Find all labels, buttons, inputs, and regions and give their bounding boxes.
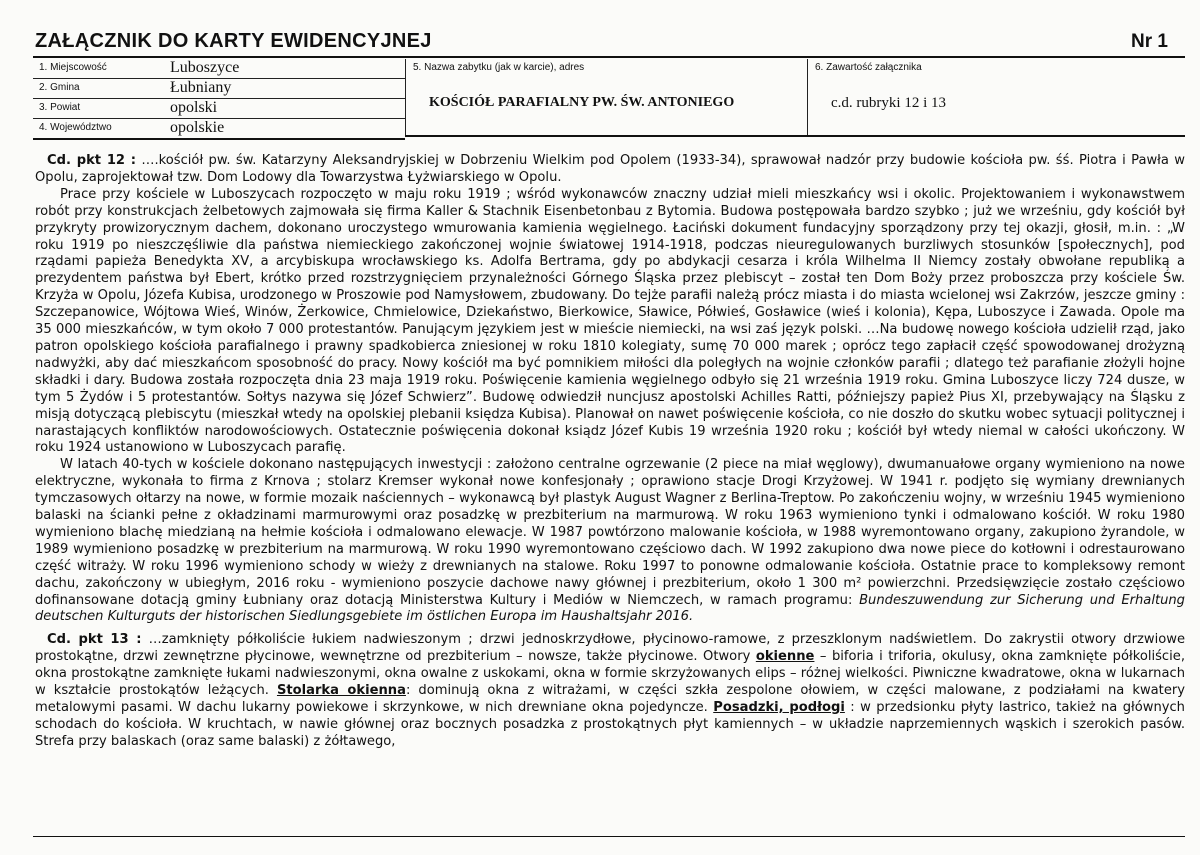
field-county: [33, 99, 405, 119]
field-value: opolskie: [170, 119, 225, 136]
attachment-content-cell: [807, 59, 1185, 137]
paragraph-text: …zamknięty półkoliście łukiem nadwieszonym ; drzwi jednoskrzydłowe, płycinowo-ramowe, z przeszklonym nadświetlem. Do zakrystii otwory drzwiowe prostokątne, drzwi zewnętrzne płycinowe, wewnętrzne od prezbiterium – nowsze, także płycinowe. Otwory: [35, 632, 1186, 665]
page-title: ZAŁĄCZNIK DO KARTY EWIDENCYJNEJ: [35, 30, 432, 52]
document-body: [35, 153, 1185, 751]
section-lead: Cd. pkt 13 :: [47, 632, 142, 648]
heading-floors: Posadzki, podłogi: [713, 700, 845, 715]
field-label: 2. Gmina: [39, 82, 80, 93]
field-label: 3. Powiat: [39, 102, 81, 113]
paragraph-text: W latach 40-tych w kościele dokonano następujących inwestycji : założono centralne ogrzewanie (2 piece na miał węglowy), dwumanuałowe organy wymieniono na nowe elektryczne, wykonała to firma z Krnova ; stolarz Kremser wykonał nowe konfesjonały ; oprawiono stacje Drogi Krzyżowej. W 1941 r. podjęto się wymiany drewnianych tymczasowych ołtarzy na nowe, w formie mozaik naściennych – wykonawcą był plastyk August Wagner z Berlina-Treptow. Po zakończeniu wojny, w wrześniu 1945 wymieniono balaski na ścianki pełne z okładzinami marmurowymi oraz posadzkę w prezbiterium na marmurową. W roku 1963 wymieniono tynki i odmalowano kościół. W roku 1980 wymieniono blachę miedzianą na hełmie kościoła i odmalowano elewacje. W 1987 powtórzono malowanie kościoła, w 1988 wyremontowano organy, zakupiono żyrandole, w 1989 wymieniono posadzkę w prezbiterium na marmurową. W roku 1990 wyremontowano częściowo dach. W 1992 zakupiono dwa nowe piece do kotłowni i odrestaurowano część witraży. W roku 1996 wymieniono schody w wieży z drewnianych na stalowe. Roku 1997 to ponowne odmalowanie kościoła. Ostatnie prace to kompleksowy remont dachu, zakończony w ubiegłym, 2016 roku - wymieniono poszycie dachowe nawy głównej i prezbiterium, około 1 300 m² powierzchni. Przedsięwzięcie zostało częściowo dofinansowane dotacją gminy Łubniany oraz dotacją Ministerstwa Kultury i Mediów w Niemczech, w ramach programu:: [35, 457, 1185, 608]
footer-divider: [33, 836, 1185, 837]
content-value: c.d. rubryki 12 i 13: [831, 95, 946, 111]
location-fields: [33, 59, 406, 135]
metadata-table: [33, 59, 1185, 137]
field-value: Luboszyce: [170, 59, 240, 76]
field-label: 4. Województwo: [39, 122, 112, 133]
header-divider: [33, 56, 1185, 58]
paragraph-construction-history: Prace przy kościele w Luboszycach rozpoczęto w maju roku 1919 ; wśród wykonawców znaczny udział mieli mieszkańcy wsi i okolic. Projektowaniem i wykonawstwem robót przy konstrukcjach żelbetowych zajmowała się firma Kaller & Stachnik Eisenbetonbau z Bytomia. Budowa postępowała bardzo szybko ; już we wrześniu, gdy kościół był przykryty prowizorycznym dachem, dokonano uroczystego wmurowania kamienia węgielnego. Łaciński dokument fundacyjny sporządzony przy tej okazji, głosił, m.in. : „W roku 1919 po nieszczęśliwie dla państwa niemieckiego zakończonej wojnie światowej 1914-1918, podczas nieuregulowanych burzliwych stosunków [społecznych], pod rządami papieża Benedykta XV, a arcybiskupa wrocławskiego ks. Adolfa Bertrama, gdy po abdykacji cesarza i króla Wilhelma II Niemcy zostały obwołane republiką a prezydentem państwa był Ebert, krótko przed rozstrzygnięciem przynależności Górnego Śląska przez plebiscyt – został ten Dom Boży przez proboszcza przy kościele Św. Krzyża w Opolu, Józefa Kubisa, urodzonego w Proszowie pod Namysłowem, zbudowany. Do tejże parafii należą prócz miasta i do miasta wcielonej wsi Zakrzów, jeszcze gminy : Szczepanowice, Wójtowa Wieś, Winów, Żerkowice, Chmielowice, Dziekaństwo, Bierkowice, Sławice, Półwieś, Gosławice (wieś i kolonia), Kępa, Luboszyce i Zawada. Opole ma 35 000 mieszkańców, w tym około 7 000 protestantów. Panującym językiem jest w mieście niemiecki, na wsi zaś język polski. …Na budowę nowego kościoła udzielił rząd, jako patron opolskiego kościoła parafialnego i prawny spadkobierca zniesionej w roku 1810 kolegiaty, sumę 70 000 marek ; oprócz tego zapłacił część spowodowanej drożyzną nadwyżki, aby dać mieszkańcom sposobność do pracy. Nowy kościół ma być pomnikiem miłości dla poległych na wojnie członków parafii ; dlatego też parafianie złożyli hojne składki i dary. Budowa została rozpoczęta dnia 23 maja 1919 roku. Poświęcenie kamienia węgielnego odbyło się 21 września 1919 roku. Gmina Luboszyce liczy 724 dusze, w tym 5 Żydów i 5 protestantów. Sołtys nazywa się Józef Schwierz”. Budowę odwiedził nuncjusz apostolski Achilles Ratti, późniejszy papież Pius XI, przebywający na Śląsku z misją dotyczącą plebiscytu (mieszkał wtedy na opolskiej plebanii księdza Kubisa). Planował on nawet poświęcenie kościoła, co nie doszło do skutku wobec sytuacji politycznej i narastających konfliktów narodowościowych. Ostatecznie poświęcenia dokonał ksiądz Józef Kubis 19 września 1920 roku ; kościół był wtedy niemal w całości ukończony. W roku 1924 ustanowiono w Luboszycach parafię.: [35, 186, 1185, 456]
field-value: opolski: [170, 99, 218, 116]
heading-window-joinery: Stolarka okienna: [276, 683, 406, 699]
paragraph-text: – biforia i triforia, okulusy, okna zamknięte półkoliście, okna prostokątne zamknięte łukami nadwieszonymi, okna owalne z uskokami, okna w formie skrzyżowanych elips – różnej wielkości. Piwniczne kwadratowe, okna w lukarnach w kształcie prostokątów leżących.: [35, 649, 1185, 699]
paragraph-text: : w przedsionku płyty lastrico, takież na głównych schodach do kościoła. W kruchtach, w nawie głównej oraz bocznych posadzka z prostokątnych płyt kamiennych – w układzie naprzemiennych wąskich i szerokich pasów. Strefa przy balaskach (oraz same balaski) z żółtawego,: [35, 700, 1185, 749]
field-label: 1. Miejscowość: [39, 62, 107, 73]
attachment-number: Nr 1: [1131, 31, 1168, 52]
heading-windows: okienne: [755, 649, 815, 665]
paragraph-investments: [35, 457, 1185, 626]
paragraph-pkt12-continuation: [35, 153, 1185, 187]
field-commune: [33, 79, 405, 99]
section-lead: Cd. pkt 12 :: [47, 153, 137, 168]
field-voivodeship: [33, 119, 405, 140]
field-locality: [33, 59, 405, 79]
paragraph-text: : dominują okna z witrażami, w części szkła zespolone ołowiem, w części malowane, z podziałami na kwatery metalowymi pasami. W dachu lukarny powiekowe i skrzynkowe, w nich drewniane okna pojedyncze.: [35, 683, 1186, 715]
monument-label: 5. Nazwa zabytku (jak w karcie), adres: [413, 62, 585, 73]
program-name: Bundeszuwendung zur Sicherung und Erhaltung deutschen Kulturguts der historischen Siedlungsgebiete im östlichen Europa im Haushaltsjahr 2016.: [35, 592, 1185, 625]
paragraph-pkt13-continuation: [35, 632, 1185, 750]
monument-value: KOŚCIÓŁ PARAFIALNY PW. ŚW. ANTONIEGO: [429, 95, 735, 110]
content-label: 6. Zawartość załącznika: [815, 62, 922, 73]
paragraph-text: ….kościół pw. św. Katarzyny Aleksandryjskiej w Dobrzeniu Wielkim pod Opolem (1933-34), sprawował nadzór przy budowie kościoła pw. śś. Piotra i Pawła w Opolu, zaprojektował tzw. Dom Lodowy dla Towarzystwa Łyżwiarskiego w Opolu.: [35, 153, 1185, 185]
monument-name-cell: [405, 59, 808, 137]
field-value: Łubniany: [170, 79, 232, 96]
